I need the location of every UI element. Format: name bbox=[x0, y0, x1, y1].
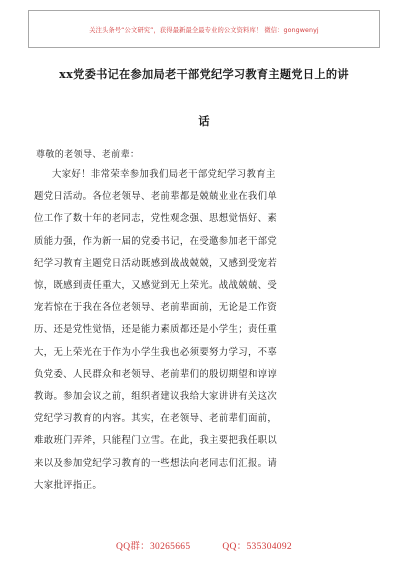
body-line: 大，无上荣光在于作为小学生我也必须要努力学习，不辜 bbox=[34, 346, 278, 358]
body-line: 来以及参加党纪学习教育的一些想法向老同志们汇报。请 bbox=[34, 457, 278, 469]
body-line: 历、还是党性觉悟，还是能力素质都还是小学生；责任重 bbox=[34, 324, 278, 336]
body-line: 大家批评指正。 bbox=[34, 479, 103, 491]
salutation: 尊敬的老领导、老前辈： bbox=[36, 150, 140, 160]
body-line: 质能力强，作为新一届的党委书记，在受邀参加老干部党 bbox=[34, 235, 278, 247]
body-line: 党纪学习教育的内容。其实，在老领导、老前辈们面前， bbox=[34, 413, 278, 425]
qq-group-number: QQ群：30265665 bbox=[116, 542, 191, 552]
contact-footer bbox=[0, 538, 408, 552]
body-line: 位工作了数十年的老同志，党性观念强、思想觉悟好、素 bbox=[34, 213, 278, 225]
body-line: 惊，既感到责任重大，又感觉到无上荣光。战战兢兢、受 bbox=[34, 280, 278, 292]
promo-banner bbox=[28, 10, 380, 48]
body-line: 大家好！非常荣幸参加我们局老干部党纪学习教育主 bbox=[52, 169, 276, 180]
body-line: 教诲。参加会议之前，组织者建议我给大家讲讲有关这次 bbox=[34, 391, 278, 403]
body-line: 题党日活动。各位老领导、老前辈都是兢兢业业在我们单 bbox=[34, 191, 278, 203]
body-line: 宠若惊在于我在各位老领导、老前辈面前，无论是工作资 bbox=[34, 302, 278, 314]
body-line: 纪学习教育主题党日活动既感到战战兢兢，又感到受宠若 bbox=[34, 257, 278, 269]
body-line: 负党委、人民群众和老领导、老前辈们的殷切期望和谆谆 bbox=[34, 368, 278, 380]
document-title-continued: 话 bbox=[198, 114, 210, 128]
document-title: xx党委书记在参加局老干部党纪学习教育主题党日上的讲 bbox=[59, 67, 349, 81]
body-line: 难敢班门弄斧，只能程门立雪。在此，我主要把我任职以 bbox=[34, 435, 278, 447]
qq-number: QQ：535304092 bbox=[222, 542, 292, 552]
promo-banner-text: 关注头条号“公文研究”，获得最新最全最专业的公文资料库！ 微信：gongwenyj bbox=[89, 26, 319, 34]
speech-body bbox=[34, 164, 376, 497]
